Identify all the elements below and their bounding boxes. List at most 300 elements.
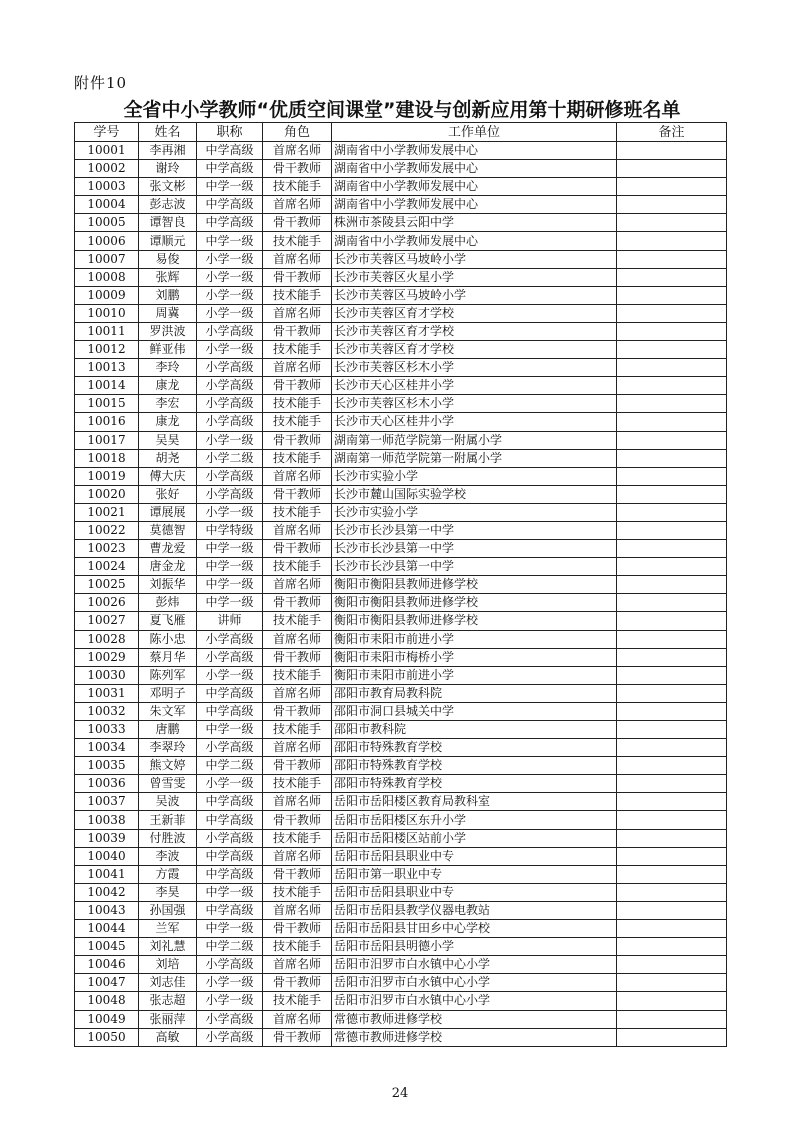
name-cell: 彭志波 xyxy=(139,196,197,214)
roster-table xyxy=(74,122,727,1047)
title-cell: 中学一级 xyxy=(197,558,263,576)
role-cell: 骨干教师 xyxy=(263,974,332,992)
remark-cell xyxy=(617,992,727,1010)
table-row xyxy=(75,160,727,178)
role-cell: 骨干教师 xyxy=(263,865,332,883)
remark-cell xyxy=(617,757,727,775)
unit-cell: 岳阳市岳阳县甘田乡中心学校 xyxy=(332,920,617,938)
name-cell: 方霞 xyxy=(139,865,197,883)
remark-cell xyxy=(617,865,727,883)
role-cell: 骨干教师 xyxy=(263,702,332,720)
header-id: 学号 xyxy=(75,123,139,142)
header-row xyxy=(75,123,727,142)
table-row xyxy=(75,992,727,1010)
role-cell: 骨干教师 xyxy=(263,648,332,666)
remark-cell xyxy=(617,214,727,232)
unit-cell: 邵阳市教育局教科院 xyxy=(332,684,617,702)
title-cell: 中学二级 xyxy=(197,938,263,956)
role-cell: 骨干教师 xyxy=(263,214,332,232)
student-id-cell: 10009 xyxy=(75,286,139,304)
table-row xyxy=(75,630,727,648)
role-cell: 技术能手 xyxy=(263,992,332,1010)
remark-cell xyxy=(617,521,727,539)
student-id-cell: 10030 xyxy=(75,666,139,684)
student-id-cell: 10018 xyxy=(75,449,139,467)
student-id-cell: 10003 xyxy=(75,178,139,196)
title-cell: 中学高级 xyxy=(197,684,263,702)
role-cell: 骨干教师 xyxy=(263,377,332,395)
name-cell: 李翠玲 xyxy=(139,739,197,757)
role-cell: 骨干教师 xyxy=(263,322,332,340)
student-id-cell: 10032 xyxy=(75,702,139,720)
remark-cell xyxy=(617,612,727,630)
remark-cell xyxy=(617,775,727,793)
table-row xyxy=(75,214,727,232)
remark-cell xyxy=(617,594,727,612)
student-id-cell: 10041 xyxy=(75,865,139,883)
title-cell: 中学高级 xyxy=(197,901,263,919)
unit-cell: 湖南第一师范学院第一附属小学 xyxy=(332,431,617,449)
student-id-cell: 10049 xyxy=(75,1010,139,1028)
role-cell: 骨干教师 xyxy=(263,594,332,612)
table-row xyxy=(75,757,727,775)
role-cell: 骨干教师 xyxy=(263,757,332,775)
remark-cell xyxy=(617,359,727,377)
header-unit: 工作单位 xyxy=(332,123,617,142)
table-row xyxy=(75,178,727,196)
table-row xyxy=(75,739,727,757)
name-cell: 唐金龙 xyxy=(139,558,197,576)
table-row xyxy=(75,268,727,286)
remark-cell xyxy=(617,721,727,739)
student-id-cell: 10020 xyxy=(75,485,139,503)
table-row xyxy=(75,431,727,449)
table-row xyxy=(75,956,727,974)
role-cell: 技术能手 xyxy=(263,232,332,250)
title-cell: 中学高级 xyxy=(197,196,263,214)
student-id-cell: 10044 xyxy=(75,920,139,938)
remark-cell xyxy=(617,485,727,503)
student-id-cell: 10019 xyxy=(75,467,139,485)
remark-cell xyxy=(617,341,727,359)
table-row xyxy=(75,467,727,485)
name-cell: 吴昊 xyxy=(139,431,197,449)
name-cell: 康龙 xyxy=(139,377,197,395)
table-row xyxy=(75,540,727,558)
name-cell: 李再湘 xyxy=(139,142,197,160)
table-row xyxy=(75,901,727,919)
table-row xyxy=(75,721,727,739)
student-id-cell: 10047 xyxy=(75,974,139,992)
student-id-cell: 10050 xyxy=(75,1028,139,1046)
title-cell: 小学一级 xyxy=(197,666,263,684)
roster-body xyxy=(75,142,727,1047)
remark-cell xyxy=(617,322,727,340)
title-cell: 中学高级 xyxy=(197,160,263,178)
unit-cell: 长沙市芙蓉区杉木小学 xyxy=(332,359,617,377)
name-cell: 易俊 xyxy=(139,250,197,268)
student-id-cell: 10034 xyxy=(75,739,139,757)
name-cell: 刘礼慧 xyxy=(139,938,197,956)
student-id-cell: 10023 xyxy=(75,540,139,558)
remark-cell xyxy=(617,142,727,160)
title-cell: 小学二级 xyxy=(197,449,263,467)
attachment-label: 附件10 xyxy=(74,74,128,92)
table-row xyxy=(75,847,727,865)
title-cell: 小学一级 xyxy=(197,304,263,322)
unit-cell: 衡阳市衡阳县教师进修学校 xyxy=(332,576,617,594)
role-cell: 首席名师 xyxy=(263,467,332,485)
table-row xyxy=(75,974,727,992)
role-cell: 骨干教师 xyxy=(263,160,332,178)
name-cell: 李波 xyxy=(139,847,197,865)
student-id-cell: 10002 xyxy=(75,160,139,178)
table-row xyxy=(75,775,727,793)
role-cell: 技术能手 xyxy=(263,938,332,956)
role-cell: 首席名师 xyxy=(263,630,332,648)
student-id-cell: 10026 xyxy=(75,594,139,612)
role-cell: 首席名师 xyxy=(263,956,332,974)
student-id-cell: 10042 xyxy=(75,883,139,901)
unit-cell: 衡阳市耒阳市前进小学 xyxy=(332,630,617,648)
name-cell: 付胜波 xyxy=(139,829,197,847)
table-row xyxy=(75,521,727,539)
unit-cell: 湖南省中小学教师发展中心 xyxy=(332,178,617,196)
table-row xyxy=(75,322,727,340)
role-cell: 首席名师 xyxy=(263,901,332,919)
name-cell: 张丽萍 xyxy=(139,1010,197,1028)
title-cell: 小学高级 xyxy=(197,485,263,503)
unit-cell: 岳阳市第一职业中专 xyxy=(332,865,617,883)
remark-cell xyxy=(617,938,727,956)
name-cell: 康龙 xyxy=(139,413,197,431)
unit-cell: 岳阳市汨罗市白水镇中心小学 xyxy=(332,992,617,1010)
remark-cell xyxy=(617,576,727,594)
name-cell: 彭炜 xyxy=(139,594,197,612)
unit-cell: 岳阳市岳阳楼区站前小学 xyxy=(332,829,617,847)
unit-cell: 衡阳市衡阳县教师进修学校 xyxy=(332,612,617,630)
remark-cell xyxy=(617,304,727,322)
remark-cell xyxy=(617,250,727,268)
student-id-cell: 10029 xyxy=(75,648,139,666)
unit-cell: 岳阳市岳阳县明德小学 xyxy=(332,938,617,956)
role-cell: 技术能手 xyxy=(263,449,332,467)
name-cell: 张好 xyxy=(139,485,197,503)
unit-cell: 岳阳市岳阳楼区东升小学 xyxy=(332,811,617,829)
role-cell: 骨干教师 xyxy=(263,920,332,938)
name-cell: 张志超 xyxy=(139,992,197,1010)
student-id-cell: 10015 xyxy=(75,395,139,413)
unit-cell: 岳阳市汨罗市白水镇中心小学 xyxy=(332,956,617,974)
remark-cell xyxy=(617,811,727,829)
role-cell: 首席名师 xyxy=(263,359,332,377)
unit-cell: 株洲市茶陵县云阳中学 xyxy=(332,214,617,232)
role-cell: 技术能手 xyxy=(263,721,332,739)
name-cell: 谭智良 xyxy=(139,214,197,232)
unit-cell: 长沙市芙蓉区育才学校 xyxy=(332,341,617,359)
title-cell: 小学高级 xyxy=(197,359,263,377)
title-cell: 中学一级 xyxy=(197,232,263,250)
name-cell: 邓明子 xyxy=(139,684,197,702)
title-cell: 中学一级 xyxy=(197,920,263,938)
remark-cell xyxy=(617,901,727,919)
role-cell: 技术能手 xyxy=(263,413,332,431)
table-row xyxy=(75,811,727,829)
table-row xyxy=(75,702,727,720)
table-row xyxy=(75,196,727,214)
unit-cell: 邵阳市特殊教育学校 xyxy=(332,739,617,757)
unit-cell: 常德市教师进修学校 xyxy=(332,1028,617,1046)
student-id-cell: 10011 xyxy=(75,322,139,340)
table-row xyxy=(75,377,727,395)
student-id-cell: 10017 xyxy=(75,431,139,449)
remark-cell xyxy=(617,739,727,757)
student-id-cell: 10038 xyxy=(75,811,139,829)
name-cell: 夏飞雁 xyxy=(139,612,197,630)
title-cell: 小学一级 xyxy=(197,268,263,286)
role-cell: 技术能手 xyxy=(263,775,332,793)
remark-cell xyxy=(617,377,727,395)
table-row xyxy=(75,142,727,160)
remark-cell xyxy=(617,847,727,865)
name-cell: 谭顺元 xyxy=(139,232,197,250)
student-id-cell: 10036 xyxy=(75,775,139,793)
remark-cell xyxy=(617,956,727,974)
header-role: 角色 xyxy=(263,123,332,142)
unit-cell: 邵阳市教科院 xyxy=(332,721,617,739)
unit-cell: 长沙市芙蓉区马坡岭小学 xyxy=(332,250,617,268)
table-row xyxy=(75,793,727,811)
unit-cell: 长沙市天心区桂井小学 xyxy=(332,413,617,431)
student-id-cell: 10046 xyxy=(75,956,139,974)
header-remark: 备注 xyxy=(617,123,727,142)
name-cell: 曹龙爱 xyxy=(139,540,197,558)
name-cell: 高敏 xyxy=(139,1028,197,1046)
role-cell: 首席名师 xyxy=(263,521,332,539)
student-id-cell: 10035 xyxy=(75,757,139,775)
title-cell: 小学一级 xyxy=(197,974,263,992)
table-row xyxy=(75,341,727,359)
table-row xyxy=(75,286,727,304)
title-cell: 小学高级 xyxy=(197,395,263,413)
remark-cell xyxy=(617,467,727,485)
name-cell: 刘振华 xyxy=(139,576,197,594)
remark-cell xyxy=(617,268,727,286)
title-cell: 中学高级 xyxy=(197,811,263,829)
table-row xyxy=(75,684,727,702)
role-cell: 骨干教师 xyxy=(263,1028,332,1046)
remark-cell xyxy=(617,684,727,702)
student-id-cell: 10013 xyxy=(75,359,139,377)
role-cell: 技术能手 xyxy=(263,286,332,304)
name-cell: 胡尧 xyxy=(139,449,197,467)
name-cell: 罗洪波 xyxy=(139,322,197,340)
name-cell: 陈小忠 xyxy=(139,630,197,648)
table-row xyxy=(75,232,727,250)
remark-cell xyxy=(617,648,727,666)
role-cell: 首席名师 xyxy=(263,196,332,214)
role-cell: 首席名师 xyxy=(263,793,332,811)
student-id-cell: 10010 xyxy=(75,304,139,322)
unit-cell: 长沙市天心区桂井小学 xyxy=(332,377,617,395)
document-title: 全省中小学教师“优质空间课堂”建设与创新应用第十期研修班名单 xyxy=(123,99,681,121)
remark-cell xyxy=(617,431,727,449)
remark-cell xyxy=(617,449,727,467)
table-row xyxy=(75,612,727,630)
remark-cell xyxy=(617,666,727,684)
title-cell: 中学一级 xyxy=(197,540,263,558)
student-id-cell: 10031 xyxy=(75,684,139,702)
unit-cell: 长沙市芙蓉区育才学校 xyxy=(332,322,617,340)
remark-cell xyxy=(617,196,727,214)
student-id-cell: 10004 xyxy=(75,196,139,214)
title-cell: 小学高级 xyxy=(197,630,263,648)
table-row xyxy=(75,648,727,666)
unit-cell: 湖南省中小学教师发展中心 xyxy=(332,142,617,160)
student-id-cell: 10025 xyxy=(75,576,139,594)
unit-cell: 湖南省中小学教师发展中心 xyxy=(332,160,617,178)
role-cell: 首席名师 xyxy=(263,304,332,322)
student-id-cell: 10028 xyxy=(75,630,139,648)
unit-cell: 邵阳市洞口县城关中学 xyxy=(332,702,617,720)
name-cell: 朱文军 xyxy=(139,702,197,720)
title-cell: 小学一级 xyxy=(197,286,263,304)
unit-cell: 衡阳市耒阳市前进小学 xyxy=(332,666,617,684)
student-id-cell: 10040 xyxy=(75,847,139,865)
title-cell: 小学高级 xyxy=(197,829,263,847)
name-cell: 唐鹏 xyxy=(139,721,197,739)
role-cell: 骨干教师 xyxy=(263,811,332,829)
name-cell: 熊文婷 xyxy=(139,757,197,775)
student-id-cell: 10016 xyxy=(75,413,139,431)
title-cell: 小学高级 xyxy=(197,413,263,431)
remark-cell xyxy=(617,793,727,811)
role-cell: 技术能手 xyxy=(263,558,332,576)
name-cell: 蔡月华 xyxy=(139,648,197,666)
role-cell: 首席名师 xyxy=(263,250,332,268)
student-id-cell: 10033 xyxy=(75,721,139,739)
role-cell: 技术能手 xyxy=(263,341,332,359)
unit-cell: 长沙市长沙县第一中学 xyxy=(332,521,617,539)
table-row xyxy=(75,576,727,594)
header-title: 职称 xyxy=(197,123,263,142)
role-cell: 首席名师 xyxy=(263,1010,332,1028)
table-row xyxy=(75,594,727,612)
table-row xyxy=(75,395,727,413)
unit-cell: 湖南第一师范学院第一附属小学 xyxy=(332,449,617,467)
unit-cell: 邵阳市特殊教育学校 xyxy=(332,757,617,775)
title-cell: 中学一级 xyxy=(197,721,263,739)
name-cell: 谭展展 xyxy=(139,503,197,521)
unit-cell: 长沙市芙蓉区火星小学 xyxy=(332,268,617,286)
title-cell: 中学一级 xyxy=(197,178,263,196)
title-cell: 小学高级 xyxy=(197,956,263,974)
unit-cell: 长沙市实验小学 xyxy=(332,503,617,521)
title-cell: 小学高级 xyxy=(197,739,263,757)
title-cell: 中学高级 xyxy=(197,702,263,720)
table-row xyxy=(75,250,727,268)
table-row xyxy=(75,503,727,521)
name-cell: 李玲 xyxy=(139,359,197,377)
unit-cell: 衡阳市衡阳县教师进修学校 xyxy=(332,594,617,612)
unit-cell: 湖南省中小学教师发展中心 xyxy=(332,232,617,250)
name-cell: 李宏 xyxy=(139,395,197,413)
title-cell: 小学高级 xyxy=(197,467,263,485)
student-id-cell: 10027 xyxy=(75,612,139,630)
name-cell: 陈列军 xyxy=(139,666,197,684)
remark-cell xyxy=(617,178,727,196)
title-cell: 中学高级 xyxy=(197,142,263,160)
name-cell: 张辉 xyxy=(139,268,197,286)
unit-cell: 衡阳市耒阳市梅桥小学 xyxy=(332,648,617,666)
title-cell: 中学高级 xyxy=(197,214,263,232)
title-cell: 小学一级 xyxy=(197,775,263,793)
role-cell: 技术能手 xyxy=(263,178,332,196)
unit-cell: 长沙市芙蓉区育才学校 xyxy=(332,304,617,322)
title-cell: 中学高级 xyxy=(197,847,263,865)
remark-cell xyxy=(617,630,727,648)
name-cell: 莫德智 xyxy=(139,521,197,539)
table-row xyxy=(75,413,727,431)
student-id-cell: 10006 xyxy=(75,232,139,250)
remark-cell xyxy=(617,702,727,720)
title-cell: 中学一级 xyxy=(197,576,263,594)
name-cell: 刘培 xyxy=(139,956,197,974)
student-id-cell: 10045 xyxy=(75,938,139,956)
role-cell: 技术能手 xyxy=(263,883,332,901)
title-cell: 小学高级 xyxy=(197,648,263,666)
table-row xyxy=(75,1010,727,1028)
student-id-cell: 10039 xyxy=(75,829,139,847)
unit-cell: 常德市教师进修学校 xyxy=(332,1010,617,1028)
student-id-cell: 10021 xyxy=(75,503,139,521)
unit-cell: 长沙市芙蓉区马坡岭小学 xyxy=(332,286,617,304)
role-cell: 骨干教师 xyxy=(263,431,332,449)
title-cell: 中学一级 xyxy=(197,594,263,612)
remark-cell xyxy=(617,829,727,847)
table-row xyxy=(75,920,727,938)
title-cell: 中学高级 xyxy=(197,865,263,883)
remark-cell xyxy=(617,883,727,901)
student-id-cell: 10024 xyxy=(75,558,139,576)
name-cell: 张文彬 xyxy=(139,178,197,196)
role-cell: 技术能手 xyxy=(263,612,332,630)
student-id-cell: 10022 xyxy=(75,521,139,539)
name-cell: 吴波 xyxy=(139,793,197,811)
student-id-cell: 10037 xyxy=(75,793,139,811)
table-row xyxy=(75,1028,727,1046)
title-cell: 中学一级 xyxy=(197,883,263,901)
remark-cell xyxy=(617,1010,727,1028)
remark-cell xyxy=(617,1028,727,1046)
role-cell: 骨干教师 xyxy=(263,268,332,286)
table-row xyxy=(75,883,727,901)
title-cell: 小学一级 xyxy=(197,992,263,1010)
name-cell: 兰军 xyxy=(139,920,197,938)
name-cell: 鲜亚伟 xyxy=(139,341,197,359)
title-cell: 中学二级 xyxy=(197,757,263,775)
remark-cell xyxy=(617,540,727,558)
student-id-cell: 10001 xyxy=(75,142,139,160)
role-cell: 首席名师 xyxy=(263,739,332,757)
name-cell: 谢玲 xyxy=(139,160,197,178)
unit-cell: 长沙市麓山国际实验学校 xyxy=(332,485,617,503)
unit-cell: 邵阳市特殊教育学校 xyxy=(332,775,617,793)
table-row xyxy=(75,938,727,956)
unit-cell: 长沙市实验小学 xyxy=(332,467,617,485)
remark-cell xyxy=(617,920,727,938)
title-cell: 中学高级 xyxy=(197,793,263,811)
